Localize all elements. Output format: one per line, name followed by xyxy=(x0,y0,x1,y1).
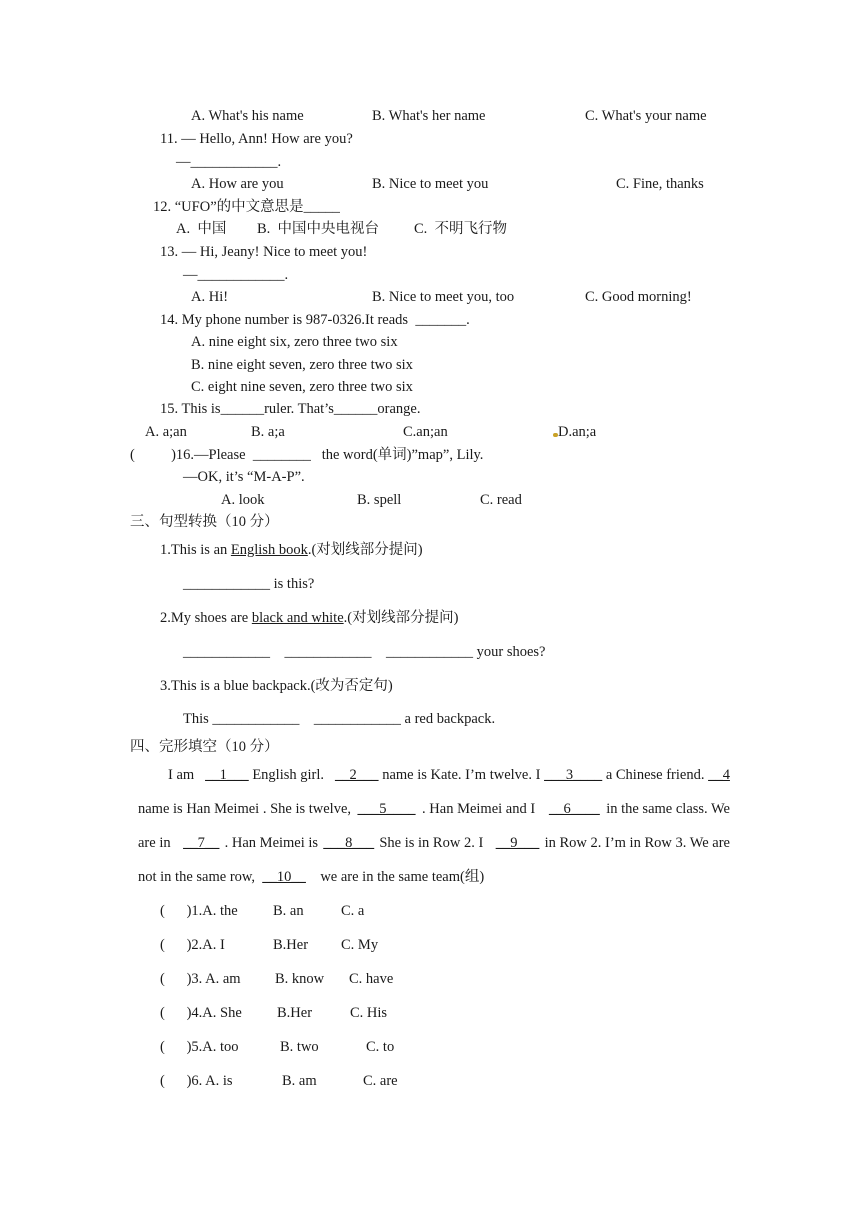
q16-option-b: B. spell xyxy=(357,492,402,508)
cloze-item-question: ( )6. A. is xyxy=(160,1073,233,1089)
s3-q1-answer: ____________ is this? xyxy=(183,576,315,592)
passage-text: name is Han Meimei . She is twelve, xyxy=(138,801,352,817)
passage-text: English girl. xyxy=(252,767,332,783)
q13-option-b: B. Nice to meet you, too xyxy=(372,289,515,305)
q12-option-b: B. 中国中央电视台 xyxy=(257,221,380,237)
cloze-item-option-b: B. an xyxy=(273,903,304,919)
passage-text: are in xyxy=(138,835,178,851)
q14-stem: 14. My phone number is 987-0326.It reads _______. xyxy=(160,312,470,328)
q15-option-a: A. a;an xyxy=(145,424,187,440)
q11-option-c: C. Fine, thanks xyxy=(616,176,704,192)
passage-text: not in the same row, xyxy=(138,869,263,885)
passage-line xyxy=(138,834,730,852)
q12-stem: 12. “UFO”的中文意思是_____ xyxy=(153,199,340,215)
s3-q3-stem: 3.This is a blue backpack.(改为否定句) xyxy=(160,678,393,694)
cloze-item-question: ( )4.A. She xyxy=(160,1005,242,1021)
passage-text: She is in Row 2. I xyxy=(379,835,491,851)
q13-stem: 13. — Hi, Jeany! Nice to meet you! xyxy=(160,244,368,260)
cloze-item-question: ( )2.A. I xyxy=(160,937,225,953)
s3-q2-underlined: black and white xyxy=(251,610,344,626)
cloze-item-option-b: B.Her xyxy=(277,1005,313,1021)
s3-q2-answer: ____________ ____________ ____________ your shoes? xyxy=(183,644,546,660)
cloze-item-option-c: C. a xyxy=(341,903,365,919)
cloze-blank: __2___ xyxy=(334,767,379,783)
cloze-blank: ___3____ xyxy=(544,767,603,783)
cloze-blank: ___5____ xyxy=(357,801,416,817)
cloze-item-option-c: C. to xyxy=(366,1039,395,1055)
cloze-blank: __1___ xyxy=(205,767,249,783)
cloze-item-option-c: C. have xyxy=(349,971,394,987)
q11-stem: 11. — Hello, Ann! How are you? xyxy=(160,131,353,147)
cloze-item-option-b: B.Her xyxy=(273,937,309,953)
s3-q1-stem: 1.This is an English book.(对划线部分提问) xyxy=(160,542,423,558)
cloze-item-option-b: B. two xyxy=(280,1039,319,1055)
s3-q2-stem: 2.My shoes are black and white.(对划线部分提问) xyxy=(160,610,459,626)
q13-option-c: C. Good morning! xyxy=(585,289,692,305)
q11-option-b: B. Nice to meet you xyxy=(372,176,489,192)
q16-option-a: A. look xyxy=(221,492,265,508)
q15-option-d: D.an;a xyxy=(558,424,597,440)
passage-text: name is Kate. I’m twelve. I xyxy=(382,767,541,783)
q15-option-b: B. a;a xyxy=(251,424,285,440)
cloze-blank: __10__ xyxy=(262,869,306,885)
q14-option-b: B. nine eight seven, zero three two six xyxy=(191,357,413,373)
cloze-blank: __7__ xyxy=(183,835,220,851)
passage-line xyxy=(168,766,730,784)
passage-text: a Chinese friend. xyxy=(605,767,705,783)
q11-answer-blank: —____________. xyxy=(176,154,282,170)
q16-reply: ―OK, it’s “M-A-P”. xyxy=(183,469,305,485)
cloze-blank: ___8___ xyxy=(323,835,375,851)
q15-option-c: C.an;an xyxy=(403,424,448,440)
q10-option-a: A. What's his name xyxy=(191,108,304,124)
cloze-item-question: ( )3. A. am xyxy=(160,971,241,987)
q14-option-a: A. nine eight six, zero three two six xyxy=(191,334,398,350)
passage-line xyxy=(138,868,484,886)
passage-text: we are in the same team(组) xyxy=(305,869,485,885)
cloze-blank: __4 xyxy=(708,767,730,783)
passage-text: . Han Meimei and I xyxy=(422,801,543,817)
q13-option-a: A. Hi! xyxy=(191,289,229,305)
q12-option-c: C. 不明飞行物 xyxy=(414,221,508,237)
q11-option-a: A. How are you xyxy=(191,176,284,192)
q14-option-c: C. eight nine seven, zero three two six xyxy=(191,379,413,395)
passage-text: . Han Meimei is xyxy=(224,835,319,851)
section3-heading: 三、句型转换（10 分） xyxy=(130,514,279,530)
q12-option-a: A. 中国 xyxy=(176,221,227,237)
cloze-item-question: ( )5.A. too xyxy=(160,1039,239,1055)
cloze-item-option-b: B. know xyxy=(275,971,325,987)
cloze-item-option-c: C. My xyxy=(341,937,379,953)
cloze-item-option-c: C. are xyxy=(363,1073,398,1089)
passage-text: in the same class. We xyxy=(606,801,730,817)
cloze-item-option-c: C. His xyxy=(350,1005,388,1021)
cloze-blank: __9___ xyxy=(495,835,540,851)
q16-option-c: C. read xyxy=(480,492,522,508)
q10-option-b: B. What's her name xyxy=(372,108,486,124)
passage-line xyxy=(138,800,730,818)
q16-stem: ( )16.―Please ________ the word(单词)”map”, Lily. xyxy=(130,447,484,463)
cloze-item-question: ( )1.A. the xyxy=(160,903,238,919)
cloze-blank: __6____ xyxy=(548,801,600,817)
section4-heading: 四、完形填空（10 分） xyxy=(130,739,279,755)
q13-answer-blank: —____________. xyxy=(183,267,289,283)
q15-stem: 15. This is______ruler. That’s______orange. xyxy=(160,401,421,417)
s3-q1-underlined: English book xyxy=(230,542,308,558)
q10-option-c: C. What's your name xyxy=(585,108,707,124)
passage-text: I am xyxy=(168,767,202,783)
s3-q3-answer: This ____________ ____________ a red backpack. xyxy=(183,711,496,727)
cloze-item-option-b: B. am xyxy=(282,1073,317,1089)
passage-text: in Row 2. I’m in Row 3. We are xyxy=(544,835,730,851)
